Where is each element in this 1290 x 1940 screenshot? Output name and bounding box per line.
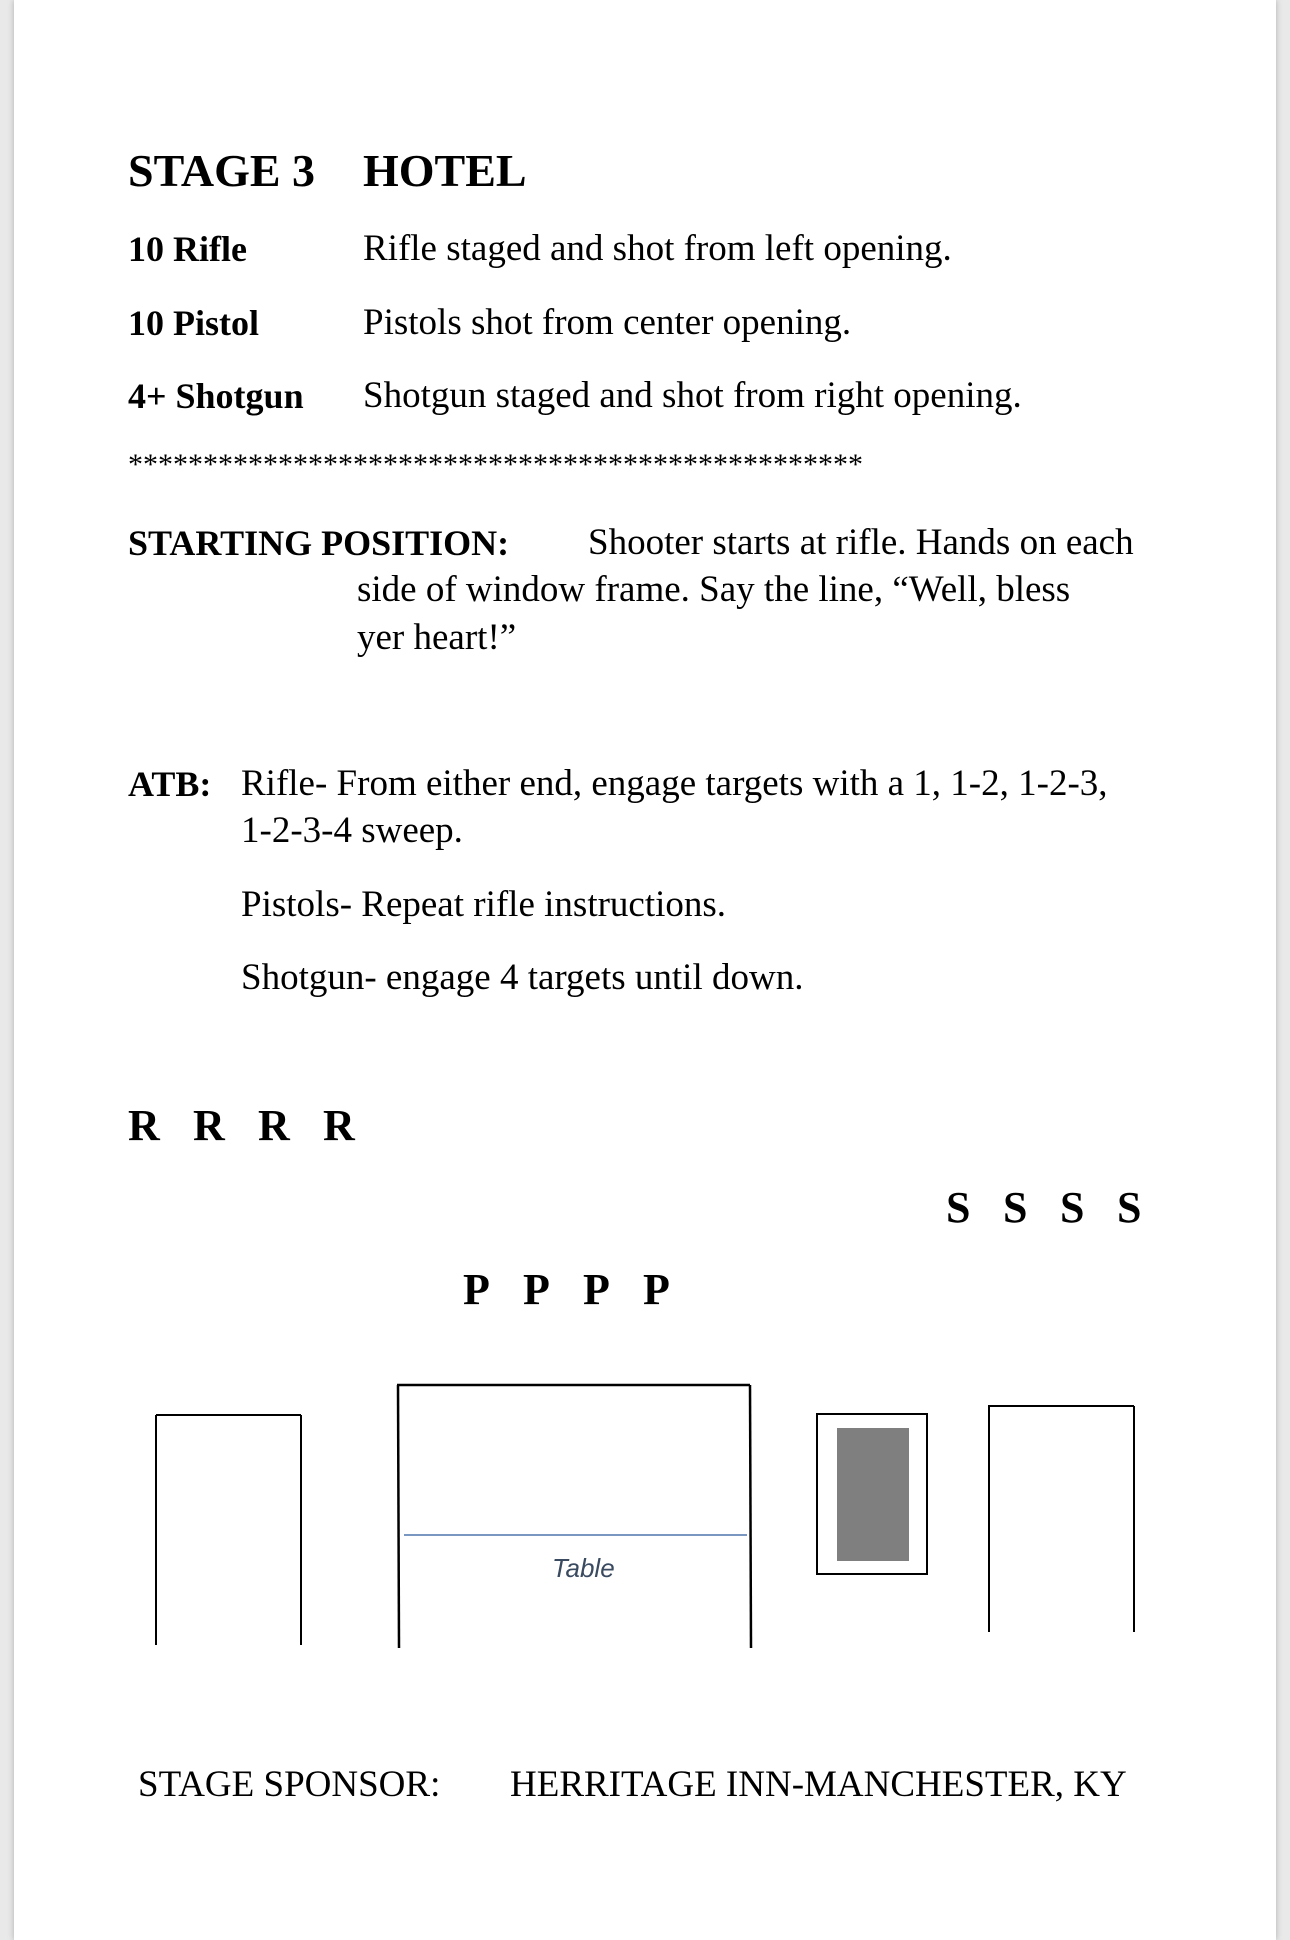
- shotgun-target-4: S: [1117, 1183, 1142, 1232]
- pistol-target-1: P: [463, 1265, 490, 1314]
- sponsor-name: HERRITAGE INN-MANCHESTER, KY: [510, 1764, 1127, 1805]
- shotgun-target-2: S: [1003, 1183, 1028, 1232]
- starting-position-line1: Shooter starts at rifle. Hands on each: [588, 522, 1134, 563]
- pistol-target-3: P: [583, 1265, 610, 1314]
- rifle-target-3: R: [258, 1101, 290, 1150]
- left-opening: [156, 1415, 301, 1645]
- atb-shotgun: Shotgun- engage 4 targets until down.: [241, 957, 804, 998]
- stage-name: HOTEL: [363, 145, 527, 196]
- atb-label: ATB:: [128, 764, 212, 804]
- table-label: Table: [552, 1553, 615, 1583]
- center-opening: [397, 1385, 751, 1648]
- shotgun-target-3: S: [1060, 1183, 1085, 1232]
- rifle-count: 10 Rifle: [128, 229, 247, 269]
- pistol-instruction: Pistols shot from center opening.: [363, 302, 852, 343]
- starting-position-line2: side of window frame. Say the line, “Well, bless: [357, 569, 1071, 610]
- shotgun-instruction: Shotgun staged and shot from right opening.: [363, 375, 1022, 416]
- atb-rifle-line1: Rifle- From either end, engage targets with a 1, 1-2, 1-2-3,: [241, 763, 1108, 804]
- pistol-count: 10 Pistol: [128, 303, 259, 343]
- shotgun-count: 4+ Shotgun: [128, 376, 304, 416]
- window-frame: [817, 1414, 927, 1574]
- stage-diagram: [14, 0, 1276, 1940]
- rifle-instruction: Rifle staged and shot from left opening.: [363, 228, 952, 269]
- starting-position-line3: yer heart!”: [357, 617, 517, 658]
- rifle-target-1: R: [128, 1101, 160, 1150]
- rifle-target-4: R: [323, 1101, 355, 1150]
- right-opening: [988, 1406, 1134, 1632]
- shotgun-target-1: S: [946, 1183, 971, 1232]
- rifle-target-2: R: [193, 1101, 225, 1150]
- document-page: [14, 0, 1276, 1940]
- stage-number: STAGE 3: [128, 145, 316, 196]
- starting-position-label: STARTING POSITION:: [128, 523, 510, 563]
- sponsor-label: STAGE SPONSOR:: [138, 1764, 441, 1805]
- pistol-target-2: P: [523, 1265, 550, 1314]
- pistol-target-4: P: [643, 1265, 670, 1314]
- atb-pistols: Pistols- Repeat rifle instructions.: [241, 884, 727, 925]
- asterisk-separator: *************************************************: [128, 448, 863, 481]
- atb-rifle-line2: 1-2-3-4 sweep.: [241, 810, 463, 851]
